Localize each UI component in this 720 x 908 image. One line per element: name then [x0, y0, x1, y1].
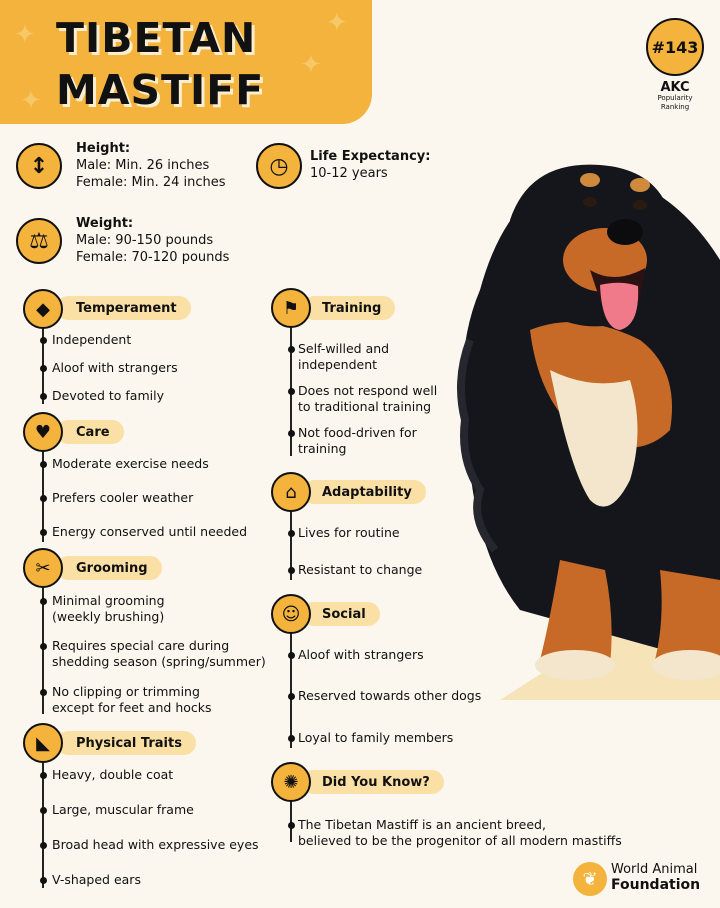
bullet-dot	[40, 598, 47, 605]
did-you-know-header: Did You Know?	[302, 770, 444, 794]
footer-logo-line1: World Animal	[611, 862, 698, 877]
physical-item: Large, muscular frame	[52, 802, 194, 817]
bullet-dot	[40, 461, 47, 468]
grooming-item-line: except for feet and hocks	[52, 700, 212, 715]
popularity-caption	[640, 94, 710, 112]
bullet-dot	[288, 430, 295, 437]
training-item-line: training	[298, 441, 347, 456]
temperament-header: Temperament	[56, 296, 191, 320]
brush-icon: ✂	[23, 548, 63, 588]
scale-icon: ⚖	[16, 218, 62, 264]
ruler-icon: ↕	[16, 143, 62, 189]
popularity-badge: #143	[646, 18, 704, 76]
life-label: Life Expectancy:	[310, 149, 431, 164]
paw-heart-logo-icon: ❦	[573, 862, 607, 896]
popularity-caption-line: Popularity	[657, 94, 693, 102]
grooming-item-line: Requires special care during	[52, 638, 230, 653]
grooming-item-line: No clipping or trimming	[52, 684, 200, 699]
adaptability-item: Resistant to change	[298, 562, 423, 577]
paw-icon: ✦	[300, 50, 322, 80]
title-line-1: TIBETAN	[56, 14, 257, 62]
bullet-dot	[288, 822, 295, 829]
grooming-item-line: shedding season (spring/summer)	[52, 654, 266, 669]
timeline-line	[42, 320, 44, 404]
training-item-line: Does not respond well	[298, 383, 438, 398]
dog-sitting-icon: ◣	[23, 723, 63, 763]
dog-head-icon: ◆	[23, 289, 63, 329]
height-label: Height:	[76, 141, 131, 156]
grooming-header: Grooming	[56, 556, 162, 580]
bullet-dot	[40, 643, 47, 650]
dog-face-icon: ☺	[271, 594, 311, 634]
popularity-org: AKC	[660, 80, 690, 95]
grooming-item	[52, 593, 165, 625]
timeline-line	[290, 796, 292, 842]
grooming-item	[52, 638, 266, 670]
did-you-know-line: believed to be the progenitor of all modern mastiffs	[298, 833, 622, 848]
weight-male: Male: 90-150 pounds	[76, 233, 214, 248]
adaptability-item: Lives for routine	[298, 525, 400, 540]
bullet-dot	[40, 842, 47, 849]
height-male: Male: Min. 26 inches	[76, 158, 210, 173]
care-item: Energy conserved until needed	[52, 524, 248, 539]
bullet-dot	[288, 693, 295, 700]
training-item-line: Self-willed and	[298, 341, 390, 356]
bullet-dot	[40, 365, 47, 372]
grooming-item-line: (weekly brushing)	[52, 609, 165, 624]
care-item: Moderate exercise needs	[52, 456, 209, 471]
bone-icon: ✦	[14, 20, 36, 50]
height-stat	[76, 140, 226, 191]
weight-stat	[76, 215, 229, 266]
dog-house-icon: ⌂	[271, 472, 311, 512]
adaptability-header: Adaptability	[302, 480, 426, 504]
tibetan-mastiff-illustration	[440, 140, 720, 700]
bullet-dot	[40, 877, 47, 884]
bullet-dot	[40, 337, 47, 344]
bullet-dot	[40, 807, 47, 814]
bullet-dot	[40, 495, 47, 502]
heart-hands-icon: ♥	[23, 412, 63, 452]
title-line-2: MASTIFF	[56, 66, 265, 114]
popularity-caption-line: Ranking	[660, 103, 690, 111]
social-header: Social	[302, 602, 380, 626]
bullet-dot	[288, 530, 295, 537]
training-item-line: Not food-driven for	[298, 425, 417, 440]
training-item-line: to traditional training	[298, 399, 432, 414]
paw-icon: ✦	[326, 8, 348, 38]
physical-item: Heavy, double coat	[52, 767, 174, 782]
height-female: Female: Min. 24 inches	[76, 175, 226, 190]
training-item	[298, 425, 417, 457]
bullet-dot	[40, 393, 47, 400]
grooming-item	[52, 684, 212, 716]
weight-female: Female: 70-120 pounds	[76, 250, 230, 265]
temperament-item: Devoted to family	[52, 388, 164, 403]
temperament-item: Independent	[52, 332, 132, 347]
training-header: Training	[302, 296, 395, 320]
bullet-dot	[288, 652, 295, 659]
bullet-dot	[40, 689, 47, 696]
agility-icon: ⚑	[271, 288, 311, 328]
bullet-dot	[40, 772, 47, 779]
lightbulb-icon: ✺	[271, 762, 311, 802]
clock-icon: ◷	[256, 143, 302, 189]
did-you-know-line: The Tibetan Mastiff is an ancient breed,	[298, 817, 546, 832]
temperament-item: Aloof with strangers	[52, 360, 178, 375]
footer-logo-line2: Foundation	[611, 877, 701, 893]
physical-item: V-shaped ears	[52, 872, 141, 887]
social-item: Loyal to family members	[298, 730, 454, 745]
bullet-dot	[288, 388, 295, 395]
social-item: Reserved towards other dogs	[298, 688, 482, 703]
training-item-line: independent	[298, 357, 378, 372]
physical-item: Broad head with expressive eyes	[52, 837, 259, 852]
care-header: Care	[56, 420, 124, 444]
timeline-line	[290, 628, 292, 748]
care-item: Prefers cooler weather	[52, 490, 194, 505]
bullet-dot	[288, 735, 295, 742]
title-banner	[0, 0, 372, 124]
social-item: Aloof with strangers	[298, 647, 424, 662]
bullet-dot	[288, 346, 295, 353]
bullet-dot	[40, 529, 47, 536]
life-stat	[310, 148, 430, 182]
life-value: 10-12 years	[310, 166, 388, 181]
physical-traits-header: Physical Traits	[56, 731, 196, 755]
grooming-item-line: Minimal grooming	[52, 593, 165, 608]
training-item	[298, 341, 389, 373]
did-you-know-item	[298, 817, 622, 849]
bone-icon: ✦	[20, 86, 42, 116]
training-item	[298, 383, 437, 415]
weight-label: Weight:	[76, 216, 134, 231]
bullet-dot	[288, 567, 295, 574]
